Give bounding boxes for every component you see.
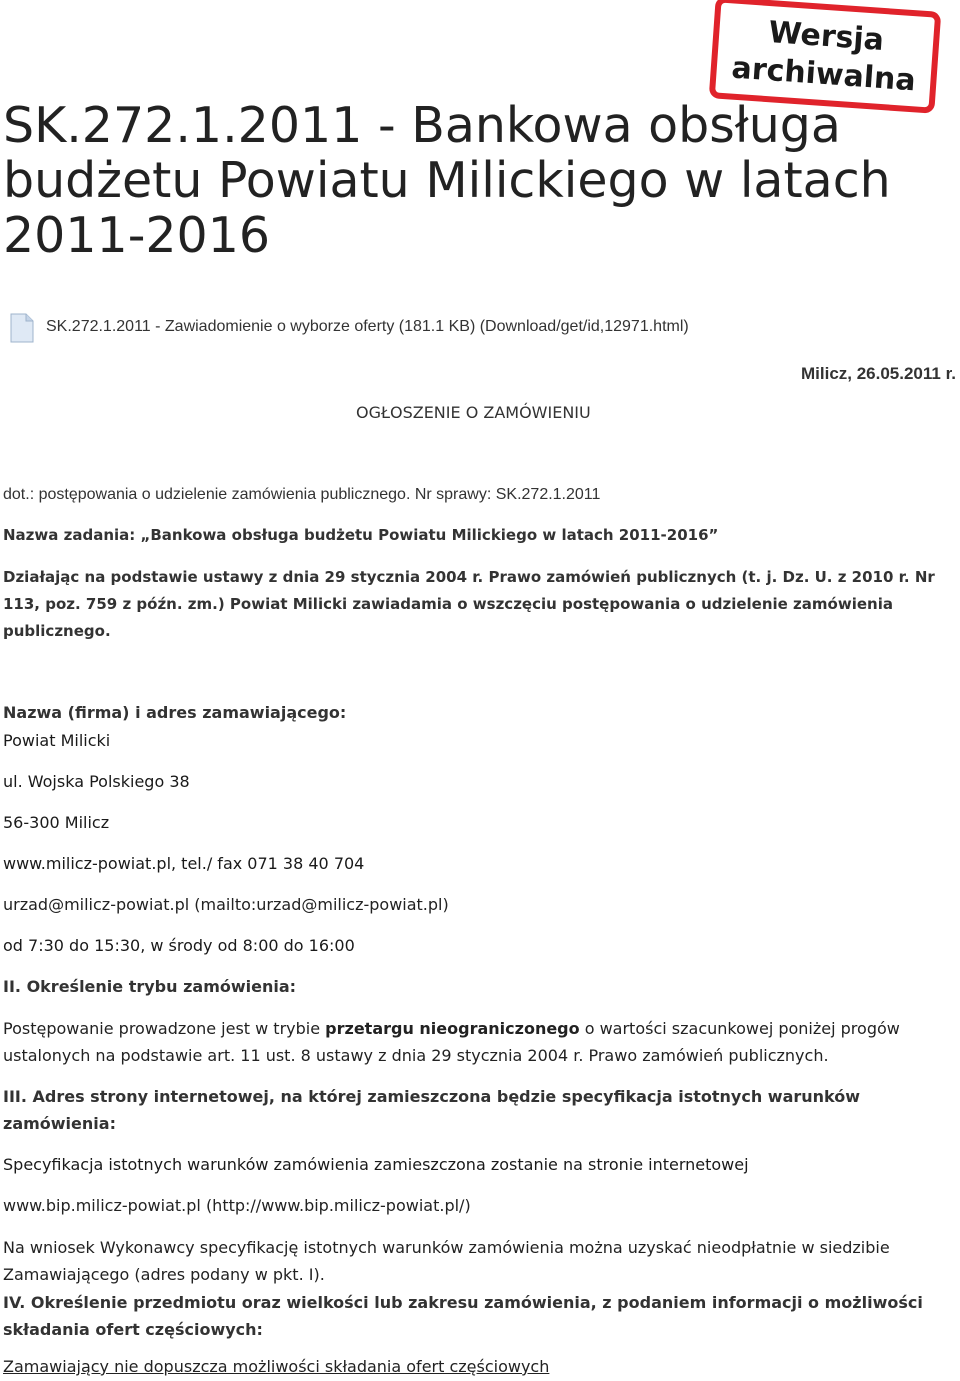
specification-url-link[interactable]: www.bip.milicz-powiat.pl (http://www.bip.milicz-powiat.pl/) [3,1196,471,1215]
specification-text: Specyfikacja istotnych warunków zamówienia zamieszczona zostanie na stronie internetowej [3,1155,749,1174]
stamp-line-2: archiwalna [730,50,917,99]
attachment-download-link[interactable]: SK.272.1.2011 - Zawiadomienie o wyborze oferty (181.1 KB) (Download/get/id,12971.html) [46,318,689,335]
section-3-heading: III. Adres strony internetowej, na której zamieszczona będzie specyfikacja istotnych warunków zamówienia: [3,1087,861,1133]
stamp-line-1: Wersja [767,15,886,59]
procedure-text-before: Postępowanie prowadzone jest w trybie [3,1019,326,1038]
section-2-number: II. [3,977,21,996]
title-line-3: 2011-2016 [3,207,271,264]
page-title [3,97,891,264]
orderer-email-link[interactable]: urzad@milicz-powiat.pl (mailto:urzad@milicz-powiat.pl) [3,895,449,914]
procedure-text-after: o wartości szacunkowej poniżej progów ustalonych na podstawie art. 11 ust. 8 ustawy z dnia 29 stycznia 2004 r. Prawo zamówień publicznych. [3,1019,900,1065]
orderer-name: Powiat Milicki [3,731,111,750]
partial-offers-text[interactable]: Zamawiający nie dopuszcza możliwości składania ofert częściowych [3,1357,550,1376]
section-1-heading: Nazwa (firma) i adres zamawiającego: [3,703,347,722]
title-line-1: SK.272.1.2011 - Bankowa obsługa [3,97,841,154]
orderer-contact: www.milicz-powiat.pl, tel./ fax 071 38 40 704 [3,854,365,873]
section-2-heading [3,977,296,996]
legal-basis: Działając na podstawie ustawy z dnia 29 stycznia 2004 r. Prawo zamówień publicznych (t. j. Dz. U. z 2010 r. Nr 113, poz. 759 z późn. zm.) Powiat Milicki zawiadamia o wszczęciu postępowania o udzielenie zamówienia publicznego. [3,568,935,640]
title-line-2: budżetu Powiatu Milickiego w latach [3,152,891,209]
procedure-mode: przetargu nieograniczonego [325,1019,580,1038]
section-2-title: Określenie trybu zamówienia: [26,977,297,996]
reference-line: dot.: postępowania o udzielenie zamówienia publicznego. Nr sprawy: SK.272.1.2011 [3,486,601,503]
section-4-heading: IV. Określenie przedmiotu oraz wielkości lub zakresu zamówienia, z podaniem informacji o możliwości składania ofert częściowych: [3,1293,923,1339]
document-icon [10,313,34,343]
orderer-city: 56-300 Milicz [3,813,110,832]
announcement-heading: OGŁOSZENIE O ZAMÓWIENIU [356,403,591,422]
office-hours: od 7:30 do 15:30, w środy od 8:00 do 16:00 [3,936,355,955]
procedure-text [3,1015,953,1069]
task-name: Nazwa zadania: „Bankowa obsługa budżetu Powiatu Milickiego w latach 2011-2016” [3,526,719,544]
specification-note: Na wniosek Wykonawcy specyfikację istotnych warunków zamówienia można uzyskać nieodpłatnie w siedzibie Zamawiającego (adres podany w pkt. I). [3,1238,890,1284]
orderer-street: ul. Wojska Polskiego 38 [3,772,190,791]
document-date: Milicz, 26.05.2011 r. [800,364,956,383]
